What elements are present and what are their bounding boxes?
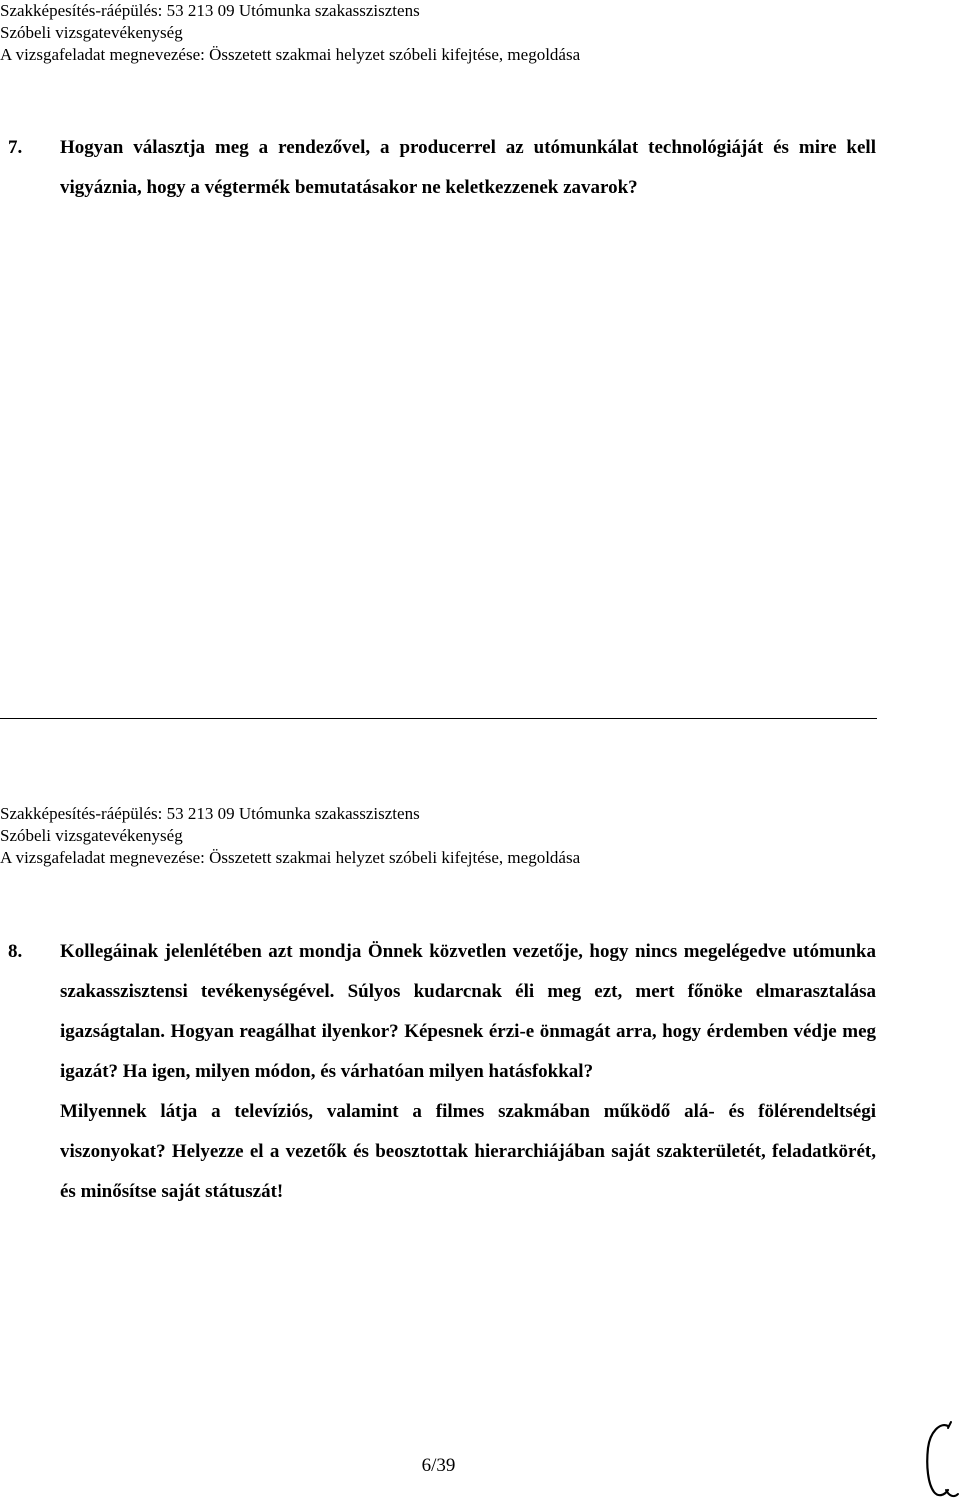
question-number: 7. bbox=[8, 137, 23, 158]
question-7 bbox=[8, 128, 876, 208]
header-activity: Szóbeli vizsgatevékenység bbox=[0, 23, 183, 42]
question-text: Hogyan választja meg a rendezővel, a producerrel az utómunkálat technológiáját és mire kell vigyáznia, hogy a végtermék bemutatásakor ne keletkezzenek zavarok? bbox=[60, 137, 876, 198]
question-number: 8. bbox=[8, 941, 23, 962]
question-paragraph: Milyennek látja a televíziós, valamint a filmes szakmában működő alá- és fölérendeltségi viszonyokat? Helyezze el a vezetők és beosztottak hierarchiájában saját szakterületét, feladatkörét, és minősítse saját státuszát! bbox=[60, 1101, 876, 1202]
signature-mark bbox=[918, 1418, 960, 1503]
header-qualification: Szakképesítés-ráépülés: 53 213 09 Utómunka szakasszisztens bbox=[0, 1, 420, 20]
header-qualification: Szakképesítés-ráépülés: 53 213 09 Utómunka szakasszisztens bbox=[0, 804, 420, 823]
page-number: 6/39 bbox=[421, 1455, 456, 1476]
question-paragraph: Kollegáinak jelenlétében azt mondja Önnek közvetlen vezetője, hogy nincs megelégedve utómunka szakasszisztensi tevékenységével. Súlyos kudarcnak éli meg ezt, mert főnöke elmarasztalása igazságtalan. Hogyan reagálhat ilyenkor? Képesnek érzi-e önmagát arra, hogy érdemben védje meg igazát? Ha igen, milyen módon, és várhatóan milyen hatásfokkal? bbox=[60, 941, 876, 1082]
page-separator bbox=[0, 718, 877, 719]
header-task-name: A vizsgafeladat megnevezése: Összetett szakmai helyzet szóbeli kifejtése, megoldása bbox=[0, 848, 581, 867]
header-task-name: A vizsgafeladat megnevezése: Összetett szakmai helyzet szóbeli kifejtése, megoldása bbox=[0, 45, 581, 64]
question-8 bbox=[8, 932, 876, 1212]
question-text bbox=[60, 932, 876, 1212]
page-header bbox=[0, 0, 580, 66]
page-header bbox=[0, 803, 580, 869]
header-activity: Szóbeli vizsgatevékenység bbox=[0, 826, 183, 845]
